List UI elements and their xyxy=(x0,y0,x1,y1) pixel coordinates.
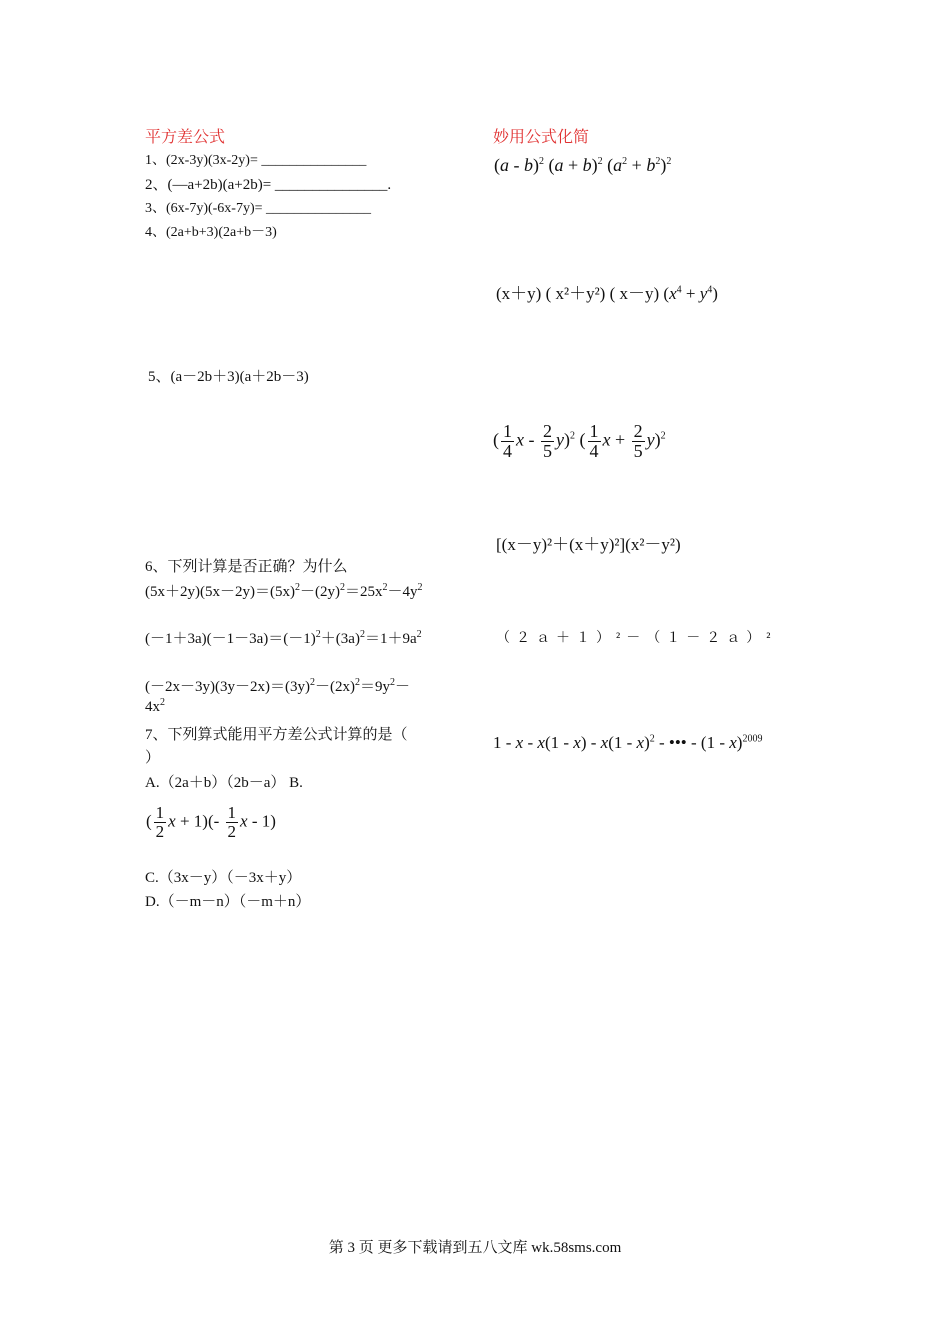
expression-6: 1 - x - x(1 - x) - x(1 - x)$^2$ - ••• - (1 - x)$^{2009}$ xyxy=(493,733,763,752)
expression-1: (a - b)$^2$ $(a + b)^2$ $(a^2 + b^2)^2$ xyxy=(494,155,672,175)
expression-5: （２ａ＋１）²－（１－２ａ）² xyxy=(496,631,777,646)
expression-2: (x＋y) ( x²＋y²) ( x－y) $(x^4 + y^4)$ xyxy=(496,284,718,303)
question-2: 2、(—a+2b)(a+2b)= _______________. xyxy=(145,177,392,193)
question-6-line-2: $(-1+3a)(-1-3a)=(-1)^2+(3a)^2=1+9a^2$ xyxy=(145,629,422,647)
question-6-line-3-cont: $4x^2$ xyxy=(145,697,165,715)
expression-3: ( $\frac{1}{4}$ x - $\frac{2}{5}$ y)$^2$ ( $\frac{1}{4}$ x + $\frac{2}{5}$ y)$^2$ xyxy=(493,421,666,461)
question-7-title: 7、下列算式能用平方差公式计算的是（ xyxy=(145,727,408,743)
question-5: 5、(a－2b＋3)(a＋2b－3) xyxy=(148,369,309,385)
question-7-option-a: A.（2a＋b）（2b－a） B. xyxy=(145,775,303,791)
question-4: 4、(2a+b+3)(2a+b－3) xyxy=(145,225,277,240)
question-3: 3、(6x-7y)(-6x-7y)= _______________ xyxy=(145,201,372,216)
question-6-line-3: $(-2x-3y)(3y-2x)=(3y)^2-(2x)^2=9y^2-$ xyxy=(145,677,411,695)
question-7-title-close: ） xyxy=(145,750,161,766)
expression-4: [(x－y)²＋(x＋y)²](x²－y²) xyxy=(496,535,681,554)
question-7-option-d: D.（－m－n）（－m＋n） xyxy=(145,894,311,910)
question-1: 1、(2x-3y)(3x-2y)= _______________ xyxy=(145,153,367,168)
section-heading-simplify: 妙用公式化简 xyxy=(493,129,590,146)
question-6-line-1: $(5x+2y)(5x-2y)=(5x)^2-(2y)^2=25x^2-4y^2$ xyxy=(145,582,423,600)
section-heading-difference-of-squares: 平方差公式 xyxy=(145,129,226,146)
question-7-option-b-formula: ( $\frac{1}{2}$ x + 1)(- $\frac{1}{2}$ x - 1) xyxy=(146,803,276,841)
page-footer: 第 3 页 更多下载请到五八文库 wk.58sms.com xyxy=(328,1240,622,1256)
question-6-title: 6、下列计算是否正确？为什么 xyxy=(145,559,348,575)
question-7-option-c: C.（3x－y）（－3x＋y） xyxy=(145,870,302,886)
